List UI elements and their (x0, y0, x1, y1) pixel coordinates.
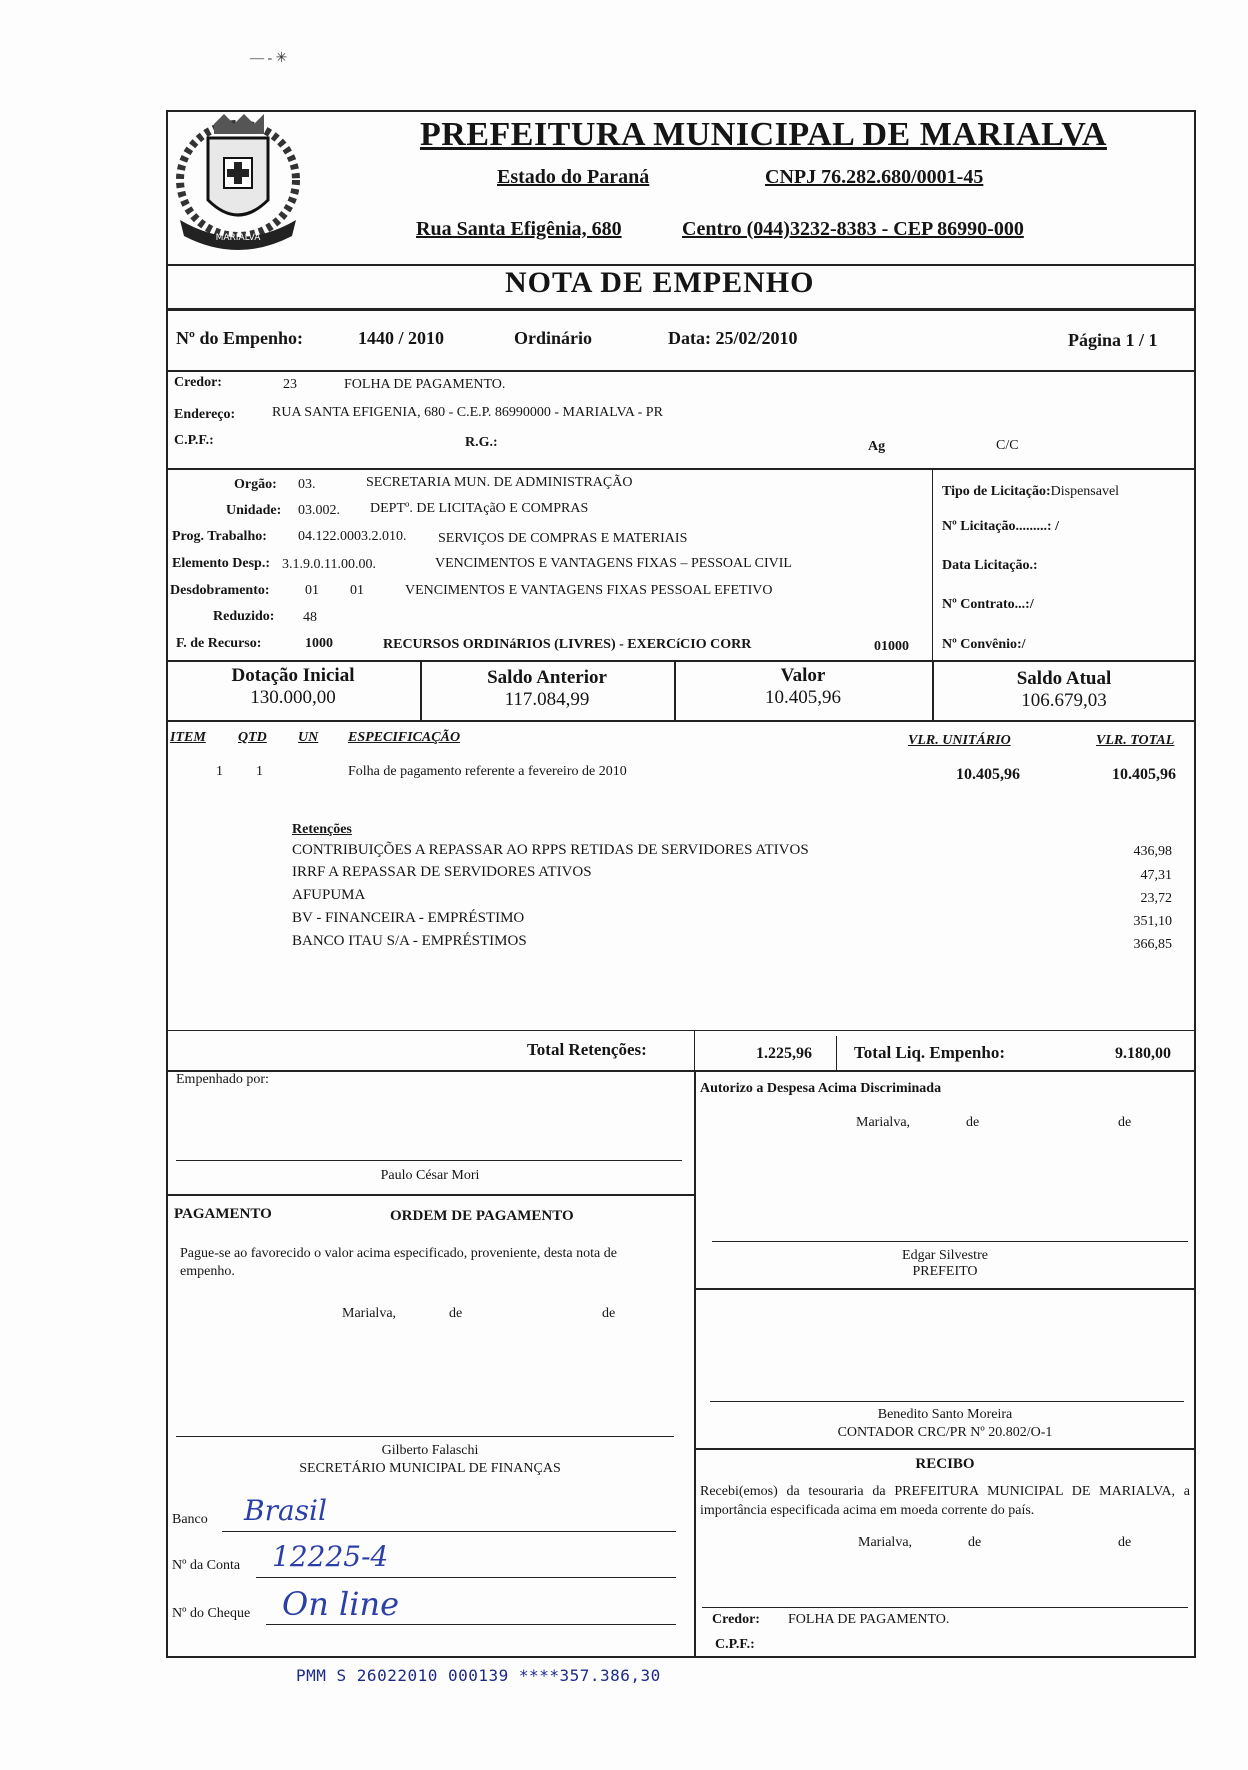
autorizo-de-2: de (1118, 1115, 1132, 1130)
balance-dotacao (166, 665, 420, 709)
retencao-row (292, 910, 1182, 927)
pague-text: Pague-se ao favorecido o valor acima especificado, proveniente, desta nota de empenho. (180, 1246, 617, 1279)
convenio-number: Nº Convênio:/ (942, 637, 1026, 652)
licitacao-number: Nº Licitação.........: / (942, 519, 1059, 534)
col-item: ITEM (170, 730, 206, 745)
address-label: Rua Santa Efigênia, 680 (416, 218, 622, 240)
orgao-code: 03. (298, 477, 316, 492)
item-number: 1 (216, 764, 223, 779)
empenho-number: 1440 / 2010 (358, 328, 445, 348)
total-liq-label: Total Liq. Empenho: (854, 1043, 1005, 1062)
page-number: Página 1 / 1 (1068, 330, 1158, 350)
desdobramento-label: Desdobramento: (170, 583, 270, 598)
retencao-desc: IRRF A REPASSAR DE SERVIDORES ATIVOS (292, 864, 592, 880)
banco-label: Banco (172, 1512, 208, 1527)
balance-dotacao-value: 130.000,00 (250, 687, 336, 708)
total-retencoes-label: Total Retenções: (527, 1040, 647, 1059)
desdobramento-code-1: 01 (305, 583, 319, 598)
retencao-desc: BANCO ITAU S/A - EMPRÉSTIMOS (292, 933, 527, 949)
item-spec: Folha de pagamento referente a fevereiro de 2010 (348, 764, 627, 779)
licitacao-date: Data Licitação.: (942, 558, 1038, 573)
conta-label: Nº da Conta (172, 1558, 241, 1573)
retencao-value: 436,98 (1133, 844, 1172, 859)
recibo-credor-value: FOLHA DE PAGAMENTO. (788, 1612, 950, 1627)
empenho-number-label: Nº do Empenho: (176, 328, 303, 348)
recibo-text: Recebi(emos) da tesouraria da PREFEITURA MUNICIPAL DE MARIALVA, a importância especificada acima em moeda corrente do país. (700, 1484, 1190, 1518)
item-unit-price: 10.405,96 (956, 766, 1020, 783)
prefeito-name: Edgar Silvestre (902, 1248, 988, 1263)
retencao-value: 351,10 (1133, 914, 1172, 929)
pagamento-city: Marialva, (342, 1306, 397, 1321)
recurso-label: F. de Recurso: (176, 636, 262, 651)
balance-anterior (420, 667, 674, 711)
elemento-code: 3.1.9.0.11.00.00. (282, 557, 376, 572)
credor-name: FOLHA DE PAGAMENTO. (344, 377, 506, 392)
balance-valor-value: 10.405,96 (765, 687, 841, 708)
recibo-de-2: de (1118, 1535, 1132, 1550)
financas-title: SECRETÁRIO MUNICIPAL DE FINANÇAS (299, 1461, 561, 1476)
coat-of-arms-icon (168, 108, 308, 258)
empenho-type: Ordinário (514, 328, 593, 348)
unidade-name: DEPTº. DE LICITAçãO E COMPRAS (370, 501, 589, 516)
recibo-cpf-label: C.P.F.: (715, 1637, 755, 1652)
conta-value: 12225-4 (272, 1540, 389, 1573)
item-qtd: 1 (256, 764, 263, 779)
autorizo-label: Autorizo a Despesa Acima Discriminada (700, 1081, 942, 1096)
unidade-label: Unidade: (226, 503, 282, 518)
balance-atual-label: Saldo Atual (1016, 668, 1112, 689)
banco-value: Brasil (244, 1494, 327, 1527)
contrato-number: Nº Contrato...:/ (942, 597, 1034, 612)
balance-valor-label: Valor (780, 665, 826, 686)
rg-label: R.G.: (465, 435, 498, 450)
scan-mark: — ‑ ✳ (250, 51, 288, 66)
retencao-row (292, 864, 1182, 881)
document-title: NOTA DE EMPENHO (505, 266, 815, 299)
reduzido-label: Reduzido: (213, 609, 275, 624)
svg-text:MARIALVA: MARIALVA (215, 233, 261, 243)
page-title: PREFEITURA MUNICIPAL DE MARIALVA (420, 116, 1107, 153)
credor-address: RUA SANTA EFIGENIA, 680 - C.E.P. 86990000 - MARIALVA - PR (272, 405, 663, 420)
balance-atual-value: 106.679,03 (1021, 690, 1107, 711)
recurso-name: RECURSOS ORDINáRIOS (LIVRES) - EXERCíCIO CORR (383, 637, 752, 652)
orgao-label: Orgão: (234, 477, 277, 492)
total-liq-value: 9.180,00 (1115, 1045, 1171, 1062)
desdobramento-name: VENCIMENTOS E VANTAGENS FIXAS PESSOAL EFETIVO (405, 583, 773, 598)
reduzido-value: 48 (303, 610, 317, 625)
unidade-code: 03.002. (298, 503, 340, 518)
prog-name: SERVIÇOS DE COMPRAS E MATERIAIS (438, 531, 688, 546)
balance-anterior-value: 117.084,99 (504, 689, 590, 710)
recibo-city: Marialva, (858, 1535, 913, 1550)
empenhado-name: Paulo César Mori (380, 1168, 480, 1183)
balance-dotacao-label: Dotação Inicial (231, 665, 355, 686)
licitacao-tipo-label: Tipo de Licitação: (942, 484, 1051, 499)
balance-anterior-label: Saldo Anterior (487, 667, 607, 688)
elemento-label: Elemento Desp.: (172, 556, 270, 571)
item-total: 10.405,96 (1112, 766, 1176, 783)
ordem-pagamento-label: ORDEM DE PAGAMENTO (390, 1208, 574, 1224)
address-field-label: Endereço: (174, 407, 236, 422)
autorizo-de-1: de (966, 1115, 980, 1130)
footer-stamp: PMM S 26022010 000139 ****357.386,30 (296, 1666, 661, 1685)
col-un: UN (298, 730, 319, 745)
retencao-row (292, 842, 1182, 859)
recibo-title: RECIBO (915, 1456, 975, 1472)
retencao-desc: CONTRIBUIÇÕES A REPASSAR AO RPPS RETIDAS DE SERVIDORES ATIVOS (292, 842, 809, 858)
empenhado-por-label: Empenhado por: (176, 1072, 269, 1087)
orgao-name: SECRETARIA MUN. DE ADMINISTRAÇÃO (366, 475, 633, 490)
retencao-desc: BV - FINANCEIRA - EMPRÉSTIMO (292, 910, 525, 926)
col-total: VLR. TOTAL (1096, 733, 1175, 748)
credor-code: 23 (283, 377, 297, 392)
recibo-credor-label: Credor: (712, 1612, 760, 1627)
cheque-value: On line (282, 1585, 400, 1623)
cc-label: C/C (996, 438, 1019, 453)
retencao-value: 47,31 (1140, 868, 1172, 883)
pagamento-de-2: de (602, 1306, 616, 1321)
autorizo-city: Marialva, (856, 1115, 911, 1130)
col-spec: ESPECIFICAÇÃO (348, 730, 461, 745)
retencao-value: 23,72 (1140, 891, 1172, 906)
contact-label: Centro (044)3232-8383 - CEP 86990-000 (682, 218, 1024, 240)
contador-title: CONTADOR CRC/PR Nº 20.802/O-1 (837, 1425, 1053, 1440)
ag-label: Ag (868, 439, 886, 454)
prefeito-title: PREFEITO (912, 1264, 978, 1279)
retencao-row (292, 887, 1182, 904)
pagamento-label: PAGAMENTO (174, 1206, 272, 1222)
cheque-label: Nº do Cheque (172, 1606, 251, 1621)
contador-name: Benedito Santo Moreira (877, 1407, 1013, 1422)
retencao-desc: AFUPUMA (292, 887, 366, 903)
desdobramento-code-2: 01 (350, 583, 364, 598)
prog-label: Prog. Trabalho: (172, 529, 267, 544)
cpf-label: C.P.F.: (174, 433, 214, 448)
elemento-name: VENCIMENTOS E VANTAGENS FIXAS – PESSOAL CIVIL (435, 556, 792, 571)
retencao-row (292, 933, 1182, 950)
balance-atual (932, 668, 1196, 712)
recibo-de-1: de (968, 1535, 982, 1550)
cnpj-label: CNPJ 76.282.680/0001-45 (765, 166, 984, 188)
pagamento-de-1: de (449, 1306, 463, 1321)
balance-valor (674, 665, 932, 709)
recurso-code-2: 01000 (874, 639, 909, 654)
retencoes-title: Retenções (292, 822, 352, 837)
financas-name: Gilberto Falaschi (381, 1443, 479, 1458)
col-unit-price: VLR. UNITÁRIO (908, 733, 1011, 748)
credor-label: Credor: (174, 375, 222, 390)
prog-code: 04.122.0003.2.010. (298, 529, 407, 544)
licitacao-tipo (942, 484, 1119, 500)
recurso-code: 1000 (305, 636, 333, 651)
col-qtd: QTD (238, 730, 267, 745)
total-retencoes-value: 1.225,96 (756, 1045, 812, 1062)
state-label: Estado do Paraná (497, 166, 650, 188)
empenho-date: Data: 25/02/2010 (668, 328, 798, 348)
licitacao-tipo-value: Dispensavel (1050, 484, 1120, 499)
retencao-value: 366,85 (1133, 937, 1172, 952)
